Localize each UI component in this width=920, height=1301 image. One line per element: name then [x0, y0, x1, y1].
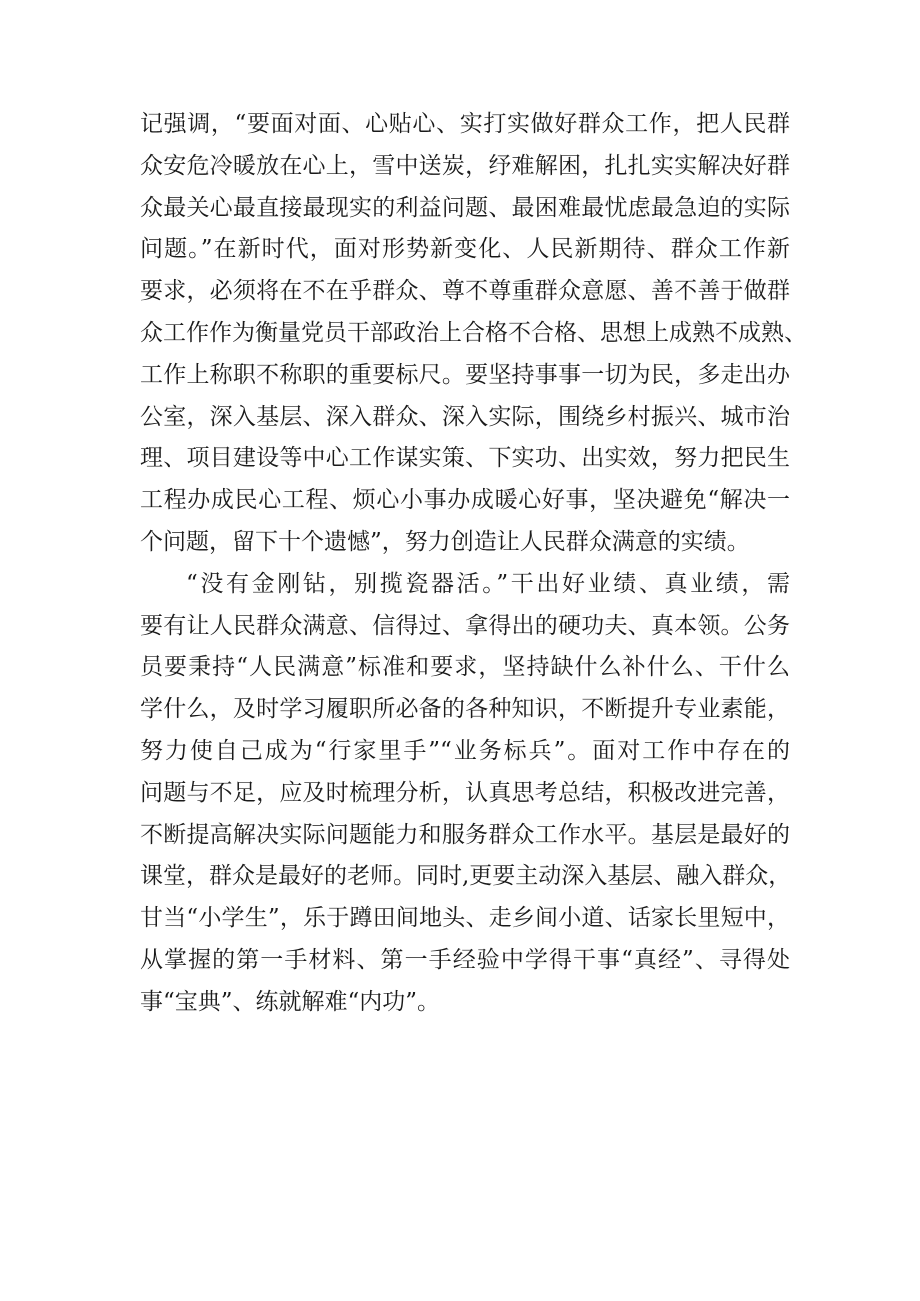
document-body — [140, 104, 807, 1024]
text-line: “没有金刚钻，别揽瓷器活。”干出好业绩、真业绩，需 — [186, 570, 790, 597]
text-line: 不断提高解决实际问题能力和服务群众工作水平。基层是最好的 — [140, 821, 790, 848]
text-line: 记强调，“要面对面、心贴心、实打实做好群众工作，把人民群 — [140, 111, 790, 137]
text-line: 个问题，留下十个遗憾”，努力创造让人民群众满意的实绩。 — [140, 528, 750, 555]
text-line: 理、项目建设等中心工作谋实策、下实功、出实效，努力把民生 — [140, 445, 790, 472]
text-line: 事“宝典”、练就解难“内功”。 — [140, 988, 441, 1015]
text-line: 工作上称职不称职的重要标尺。要坚持事事一切为民，多走出办 — [140, 361, 790, 388]
text-line: 课堂，群众是最好的老师。同时,更要主动深入基层、融入群众， — [140, 863, 792, 890]
text-line: 众安危冷暖放在心上，雪中送炭，纾难解困，扎扎实实解决好群 — [140, 152, 790, 179]
text-line: 要求，必须将在不在乎群众、尊不尊重群众意愿、善不善于做群 — [140, 278, 790, 305]
text-line: 众最关心最直接最现实的利益问题、最困难最忧虑最急迫的实际 — [140, 194, 790, 221]
text-line: 工程办成民心工程、烦心小事办成暖心好事，坚决避免“解决一 — [140, 487, 790, 514]
text-line: 问题。”在新时代，面对形势新变化、人民新期待、群众工作新 — [140, 236, 790, 263]
paragraph-1 — [140, 104, 807, 564]
text-line: 众工作作为衡量党员干部政治上合格不合格、思想上成熟不成熟、 — [140, 319, 807, 346]
text-line: 学什么，及时学习履职所必备的各种知识，不断提升专业素能， — [140, 696, 790, 723]
text-line: 要有让人民群众满意、信得过、拿得出的硬功夫、真本领。公务 — [140, 612, 790, 639]
text-line: 努力使自己成为“行家里手”“业务标兵”。面对工作中存在的 — [140, 737, 790, 764]
text-line: 员要秉持“人民满意”标准和要求，坚持缺什么补什么、干什么 — [140, 654, 790, 681]
text-line: 甘当“小学生”，乐于蹲田间地头、走乡间小道、话家长里短中， — [140, 905, 790, 932]
text-line: 问题与不足，应及时梳理分析，认真思考总结，积极改进完善， — [140, 779, 790, 806]
text-line: 从掌握的第一手材料、第一手经验中学得干事“真经”、寻得处 — [140, 946, 790, 973]
paragraph-2 — [140, 564, 790, 1024]
text-line: 公室，深入基层、深入群众、深入实际，围绕乡村振兴、城市治 — [140, 403, 790, 430]
